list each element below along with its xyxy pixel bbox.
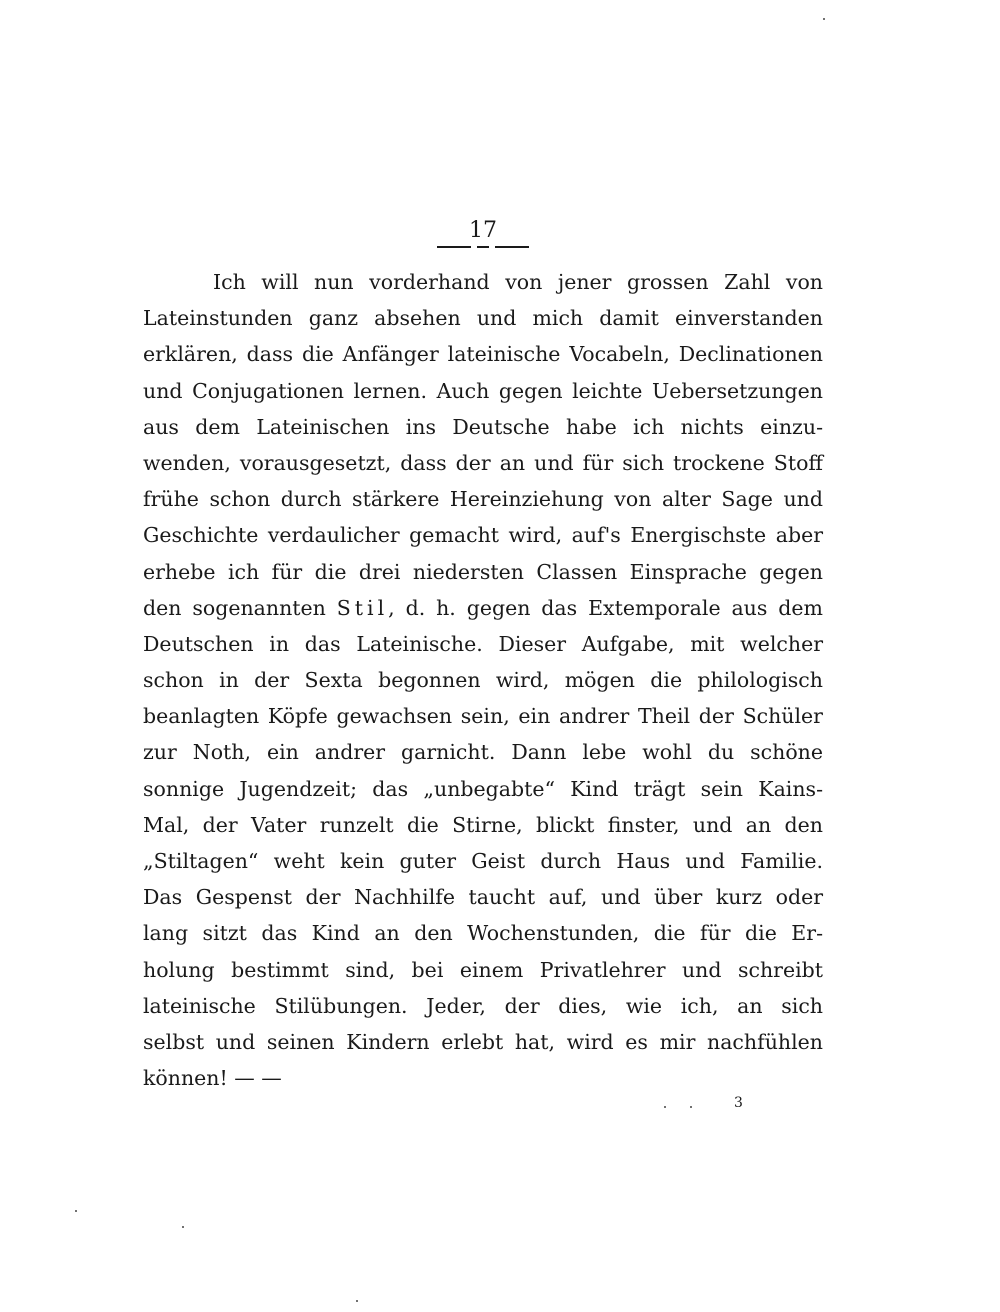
- header-rule-segment-left: [437, 246, 471, 248]
- scan-speck: [182, 1226, 184, 1228]
- text-line-23: können! — —: [143, 1066, 282, 1091]
- text-line-4: und Conjugationen lernen. Auch gegen leichte Uebersetzungen: [143, 378, 823, 403]
- text-line-7: frühe schon durch stärkere Hereinziehung von alter Sage und: [143, 487, 823, 512]
- text-line-20: holung bestimmt sind, bei einem Privatlehrer und schreibt: [143, 957, 823, 982]
- text-line-21: lateinische Stilübungen. Jeder, der dies, wie ich, an sich: [143, 993, 823, 1018]
- text-line-2: Lateinstunden ganz absehen und mich damit einverstanden: [143, 306, 823, 331]
- text-line-11: Deutschen in das Lateinische. Dieser Aufgabe, mit welcher: [143, 631, 823, 656]
- text-line-13: beanlagten Köpfe gewachsen sein, ein andrer Theil der Schüler: [143, 704, 823, 729]
- text-line-17: „Stiltagen“ weht kein guter Geist durch Haus und Familie.: [143, 849, 823, 873]
- scan-speck: [75, 1210, 77, 1212]
- text-line-10: [143, 590, 823, 626]
- scan-speck: [356, 1300, 358, 1302]
- header-rule-segment-right: [495, 246, 529, 248]
- text-line-22: selbst und seinen Kindern erlebt hat, wird es mir nachfühlen: [143, 1029, 823, 1054]
- text-line-1: Ich will nun vorderhand von jener grossen Zahl von: [213, 270, 823, 294]
- text-line-3: erklären, dass die Anfänger lateinische Vocabeln, Declinationen: [143, 342, 823, 367]
- text-line-6: wenden, vorausgesetzt, dass der an und für sich trockene Stoff: [143, 450, 823, 475]
- body-text: [143, 264, 823, 1096]
- text-line-16: Mal, der Vater runzelt die Stirne, blickt finster, und an den: [143, 812, 823, 837]
- scan-speck: [823, 18, 825, 20]
- scan-speck: [664, 1106, 666, 1108]
- text-line-10-after: , d. h. gegen das Extemporale aus dem: [388, 595, 823, 620]
- text-line-12: schon in der Sexta begonnen wird, mögen die philologisch: [143, 668, 823, 693]
- signature-mark: 3: [734, 1095, 743, 1111]
- text-line-19: lang sitzt das Kind an den Wochenstunden, die für die Er-: [143, 921, 823, 946]
- text-line-14: zur Noth, ein andrer garnicht. Dann lebe wohl du schöne: [143, 740, 823, 765]
- spaced-word-stil: Stil: [336, 595, 389, 620]
- text-line-18: Das Gespenst der Nachhilfe taucht auf, und über kurz oder: [143, 885, 823, 910]
- text-line-10-before: den sogenannten: [143, 595, 326, 620]
- page-number: 17: [469, 218, 497, 243]
- scan-speck: [690, 1106, 692, 1108]
- text-line-15: sonnige Jugendzeit; das „unbegabte“ Kind trägt sein Kains-: [143, 776, 823, 801]
- text-line-8: Geschichte verdaulicher gemacht wird, auf's Energischste aber: [143, 523, 823, 548]
- text-line-9: erhebe ich für die drei niedersten Classen Einsprache gegen: [143, 559, 823, 584]
- header-rule: [437, 246, 529, 250]
- text-line-5: aus dem Lateinischen ins Deutsche habe ich nichts einzu-: [143, 414, 823, 439]
- header-rule-segment-middle: [477, 246, 489, 248]
